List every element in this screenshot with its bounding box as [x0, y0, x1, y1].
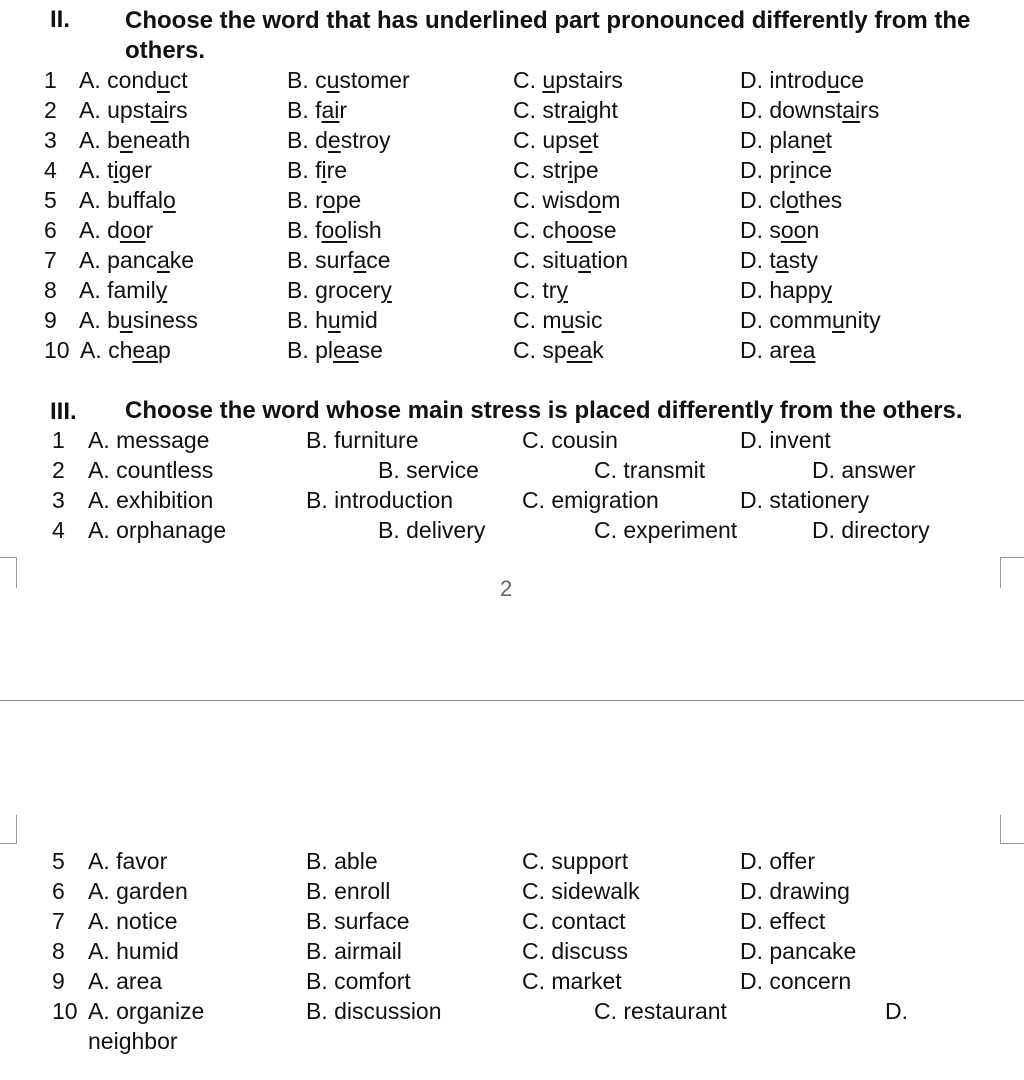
question-number: 8 — [52, 938, 65, 964]
option-b: B. introduction — [306, 487, 454, 513]
question-number: 1 — [44, 67, 57, 93]
underlined-part: o — [322, 187, 336, 213]
question-row — [0, 217, 1024, 247]
option-c: C. upstairs — [513, 67, 623, 93]
option-b: B. fire — [287, 157, 348, 183]
underlined-part: ai — [842, 97, 861, 123]
underlined-part: ea — [566, 337, 593, 363]
underlined-part: e — [119, 127, 133, 153]
question-row — [0, 337, 1024, 367]
underlined-part: a — [157, 247, 170, 273]
option-d: D. introduce — [740, 67, 865, 93]
option-d: D. invent — [740, 427, 831, 453]
section-2-title-line2: others. — [125, 37, 206, 64]
question-row — [0, 277, 1024, 307]
option-a: A. pancake — [79, 247, 195, 273]
question-number: 6 — [44, 217, 57, 243]
question-number: 5 — [44, 187, 57, 213]
option-b: B. enroll — [306, 878, 391, 904]
underlined-part: y — [820, 277, 833, 303]
option-d: D. clothes — [740, 187, 843, 213]
page-separator — [0, 700, 1024, 701]
option-a: A. tiger — [79, 157, 152, 183]
question-row — [0, 938, 1024, 968]
question-row — [0, 97, 1024, 127]
question-row — [0, 848, 1024, 878]
question-row — [0, 487, 1024, 517]
question-number: 1 — [52, 427, 65, 453]
underlined-part: u — [119, 307, 133, 333]
question-number: 4 — [52, 517, 65, 543]
option-c: C. sidewalk — [522, 878, 640, 904]
question-row — [0, 127, 1024, 157]
option-d: D. pancake — [740, 938, 857, 964]
option-c: C. stripe — [513, 157, 599, 183]
option-a: A. exhibition — [88, 487, 214, 513]
page-corner-mark-bottom-left — [0, 815, 17, 844]
page-corner-mark-top-right — [1000, 557, 1024, 588]
option-c: C. straight — [513, 97, 618, 123]
option-d: D. tasty — [740, 247, 818, 273]
option-c: C. contact — [522, 908, 626, 934]
question-row — [0, 67, 1024, 97]
question-row — [0, 427, 1024, 457]
option-a: A. countless — [88, 457, 214, 483]
underlined-part: y — [155, 277, 168, 303]
option-d: D. offer — [740, 848, 815, 874]
option-a: A. humid — [88, 938, 179, 964]
option-a: A. buffalo — [79, 187, 176, 213]
page-corner-mark-bottom-right — [1000, 815, 1024, 844]
underlined-part: e — [579, 127, 593, 153]
option-b: B. airmail — [306, 938, 402, 964]
section-2-number: II. — [50, 6, 71, 33]
question-row-continuation — [0, 1028, 1024, 1058]
underlined-part: y — [380, 277, 392, 303]
section-3-title: Choose the word whose main stress is placed differently from the others. — [125, 397, 963, 424]
underlined-part: i — [113, 157, 119, 183]
option-a: A. orphanage — [88, 517, 227, 543]
question-row — [0, 998, 1024, 1028]
option-a: A. business — [79, 307, 198, 333]
question-number: 4 — [44, 157, 57, 183]
option-c: C. market — [522, 968, 622, 994]
option-c: C. support — [522, 848, 629, 874]
underlined-part: a — [353, 247, 367, 273]
option-c: C. restaurant — [594, 998, 727, 1024]
option-d-wrapped-text: neighbor — [88, 1028, 178, 1054]
option-d: D. planet — [740, 127, 833, 153]
option-b: B. comfort — [306, 968, 411, 994]
option-c: C. emigration — [522, 487, 659, 513]
section-3-number: III. — [50, 398, 77, 425]
option-c: C. experiment — [594, 517, 738, 543]
option-b: B. rope — [287, 187, 362, 213]
question-number: 9 — [44, 307, 57, 333]
option-c: C. situation — [513, 247, 629, 273]
option-b: B. foolish — [287, 217, 382, 243]
option-b: B. furniture — [306, 427, 419, 453]
underlined-part: u — [326, 67, 340, 93]
underlined-part: e — [327, 127, 341, 153]
question-row — [0, 968, 1024, 998]
option-b: B. customer — [287, 67, 410, 93]
question-number: 3 — [44, 127, 57, 153]
question-row — [0, 878, 1024, 908]
question-number: 2 — [44, 97, 57, 123]
question-row — [0, 908, 1024, 938]
option-a: A. notice — [88, 908, 178, 934]
question-number: 7 — [52, 908, 65, 934]
option-d: D. — [885, 998, 908, 1024]
question-number: 6 — [52, 878, 65, 904]
underlined-part: u — [157, 67, 170, 93]
option-b: B. discussion — [306, 998, 442, 1024]
underlined-part: i — [567, 157, 574, 183]
option-b: B. please — [287, 337, 383, 363]
underlined-part: a — [775, 247, 789, 273]
option-d: D. soon — [740, 217, 820, 243]
question-number: 8 — [44, 277, 57, 303]
option-b: B. destroy — [287, 127, 391, 153]
underlined-part: ai — [567, 97, 586, 123]
underlined-part: u — [327, 307, 341, 333]
option-b: B. humid — [287, 307, 378, 333]
underlined-part: e — [812, 127, 826, 153]
option-a: A. beneath — [79, 127, 191, 153]
underlined-part: oo — [566, 217, 593, 243]
underlined-part: a — [578, 247, 591, 273]
underlined-part: oo — [119, 217, 146, 243]
question-row — [0, 157, 1024, 187]
option-d: D. area — [740, 337, 816, 363]
option-d: D. concern — [740, 968, 852, 994]
option-d: D. happy — [740, 277, 833, 303]
page-corner-mark-top-left — [0, 557, 17, 588]
underlined-part: o — [162, 187, 176, 213]
option-c: C. try — [513, 277, 568, 303]
underlined-part: ea — [132, 337, 159, 363]
option-d: D. prince — [740, 157, 833, 183]
underlined-part: u — [832, 307, 845, 333]
question-number: 9 — [52, 968, 65, 994]
option-a: A. message — [88, 427, 210, 453]
option-c: C. music — [513, 307, 603, 333]
underlined-part: ea — [333, 337, 359, 363]
question-row — [0, 457, 1024, 487]
option-d: D. community — [740, 307, 881, 333]
option-c: C. speak — [513, 337, 604, 363]
underlined-part: ea — [789, 337, 816, 363]
option-a: A. upstairs — [79, 97, 188, 123]
option-c: C. transmit — [594, 457, 706, 483]
option-b: B. grocery — [287, 277, 392, 303]
underlined-part: i — [321, 157, 327, 183]
underlined-part: ai — [150, 97, 169, 123]
underlined-part: y — [556, 277, 568, 303]
option-a: A. conduct — [79, 67, 188, 93]
option-b: B. able — [306, 848, 378, 874]
option-a: A. cheap — [80, 337, 171, 363]
option-c: C. wisdom — [513, 187, 621, 213]
option-c: C. cousin — [522, 427, 618, 453]
question-number: 3 — [52, 487, 65, 513]
underlined-part: oo — [321, 217, 348, 243]
option-d: D. effect — [740, 908, 826, 934]
option-a: A. favor — [88, 848, 168, 874]
underlined-part: u — [561, 307, 575, 333]
option-d: D. answer — [812, 457, 916, 483]
question-row — [0, 517, 1024, 547]
question-number: 5 — [52, 848, 65, 874]
option-b: B. fair — [287, 97, 348, 123]
underlined-part: o — [588, 187, 602, 213]
question-row — [0, 187, 1024, 217]
section-2-title-line1: Choose the word that has underlined part pronounced differently from the — [125, 7, 971, 34]
option-d: D. drawing — [740, 878, 850, 904]
underlined-part: ai — [321, 97, 340, 123]
option-a: A. area — [88, 968, 163, 994]
option-d: D. downstairs — [740, 97, 880, 123]
option-c: C. choose — [513, 217, 617, 243]
question-number: 7 — [44, 247, 57, 273]
option-b: B. service — [378, 457, 479, 483]
question-number: 2 — [52, 457, 65, 483]
option-b: B. surface — [306, 908, 410, 934]
option-c: C. discuss — [522, 938, 629, 964]
question-row — [0, 247, 1024, 277]
question-number: 10 — [52, 998, 78, 1024]
underlined-part: u — [826, 67, 840, 93]
option-b: B. delivery — [378, 517, 486, 543]
option-d: D. stationery — [740, 487, 870, 513]
question-number: 10 — [44, 337, 70, 363]
page-number: 2 — [500, 576, 513, 601]
option-a: A. door — [79, 217, 154, 243]
underlined-part: i — [789, 157, 795, 183]
question-row — [0, 307, 1024, 337]
underlined-part: o — [786, 187, 799, 213]
underlined-part: u — [542, 67, 556, 93]
option-b: B. surface — [287, 247, 391, 273]
option-a: A. family — [79, 277, 168, 303]
option-c: C. upset — [513, 127, 599, 153]
option-d: D. directory — [812, 517, 930, 543]
option-a: A. organize — [88, 998, 205, 1024]
option-a: A. garden — [88, 878, 188, 904]
underlined-part: oo — [780, 217, 807, 243]
